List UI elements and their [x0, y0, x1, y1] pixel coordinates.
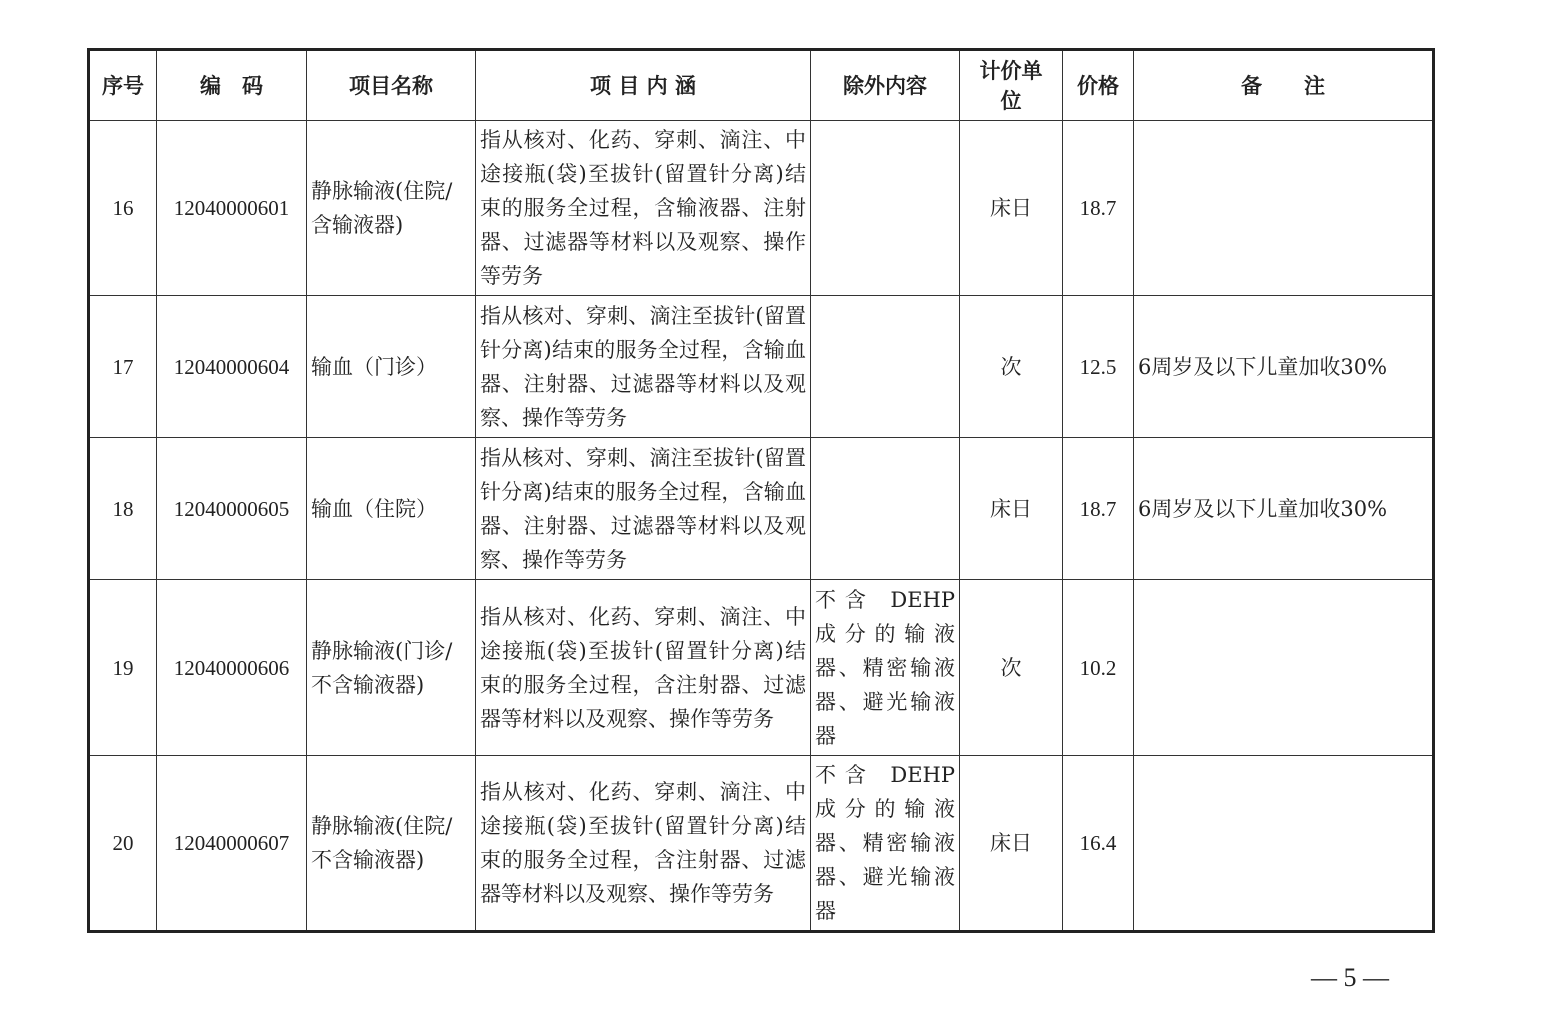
cell-excluded: 不含 DEHP 成分的输液器、精密输液器、避光输液器 — [811, 756, 960, 932]
cell-remark — [1134, 121, 1434, 296]
cell-price: 10.2 — [1063, 580, 1134, 756]
cell-seq: 16 — [89, 121, 157, 296]
cell-price: 18.7 — [1063, 121, 1134, 296]
cell-content: 指从核对、化药、穿刺、滴注、中途接瓶(袋)至拔针(留置针分离)结束的服务全过程，含注射器、过滤器等材料以及观察、操作等劳务 — [476, 580, 811, 756]
table-row — [89, 296, 1434, 438]
cell-excluded — [811, 121, 960, 296]
cell-seq: 17 — [89, 296, 157, 438]
cell-remark: 6周岁及以下儿童加收30% — [1134, 296, 1434, 438]
header-unit: 计价单位 — [960, 50, 1063, 121]
cell-unit: 次 — [960, 296, 1063, 438]
cell-excluded — [811, 438, 960, 580]
cell-code: 12040000606 — [157, 580, 307, 756]
cell-content: 指从核对、穿刺、滴注至拔针(留置针分离)结束的服务全过程，含输血器、注射器、过滤器等材料以及观察、操作等劳务 — [476, 296, 811, 438]
header-seq: 序号 — [89, 50, 157, 121]
cell-seq: 18 — [89, 438, 157, 580]
cell-content: 指从核对、穿刺、滴注至拔针(留置针分离)结束的服务全过程，含输血器、注射器、过滤器等材料以及观察、操作等劳务 — [476, 438, 811, 580]
cell-excluded: 不含 DEHP 成分的输液器、精密输液器、避光输液器 — [811, 580, 960, 756]
cell-name: 静脉输液(住院/不含输液器) — [307, 756, 476, 932]
table-row — [89, 580, 1434, 756]
header-name: 项目名称 — [307, 50, 476, 121]
cell-unit: 床日 — [960, 438, 1063, 580]
cell-code: 12040000607 — [157, 756, 307, 932]
header-remark: 备 注 — [1134, 50, 1434, 121]
cell-remark — [1134, 580, 1434, 756]
cell-excluded — [811, 296, 960, 438]
cell-code: 12040000604 — [157, 296, 307, 438]
cell-price: 12.5 — [1063, 296, 1134, 438]
table-row — [89, 121, 1434, 296]
cell-unit: 床日 — [960, 121, 1063, 296]
cell-name: 静脉输液(住院/含输液器) — [307, 121, 476, 296]
cell-seq: 20 — [89, 756, 157, 932]
cell-code: 12040000605 — [157, 438, 307, 580]
header-code: 编 码 — [157, 50, 307, 121]
cell-unit: 次 — [960, 580, 1063, 756]
cell-name: 静脉输液(门诊/不含输液器) — [307, 580, 476, 756]
cell-name: 输血（住院） — [307, 438, 476, 580]
cell-unit: 床日 — [960, 756, 1063, 932]
cell-remark: 6周岁及以下儿童加收30% — [1134, 438, 1434, 580]
header-excluded: 除外内容 — [811, 50, 960, 121]
page-number: — 5 — — [1311, 963, 1389, 992]
cell-name: 输血（门诊） — [307, 296, 476, 438]
cell-price: 18.7 — [1063, 438, 1134, 580]
cell-content: 指从核对、化药、穿刺、滴注、中途接瓶(袋)至拔针(留置针分离)结束的服务全过程，含输液器、注射器、过滤器等材料以及观察、操作等劳务 — [476, 121, 811, 296]
cell-code: 12040000601 — [157, 121, 307, 296]
header-row — [89, 50, 1434, 121]
table-row — [89, 756, 1434, 932]
cell-content: 指从核对、化药、穿刺、滴注、中途接瓶(袋)至拔针(留置针分离)结束的服务全过程，含注射器、过滤器等材料以及观察、操作等劳务 — [476, 756, 811, 932]
header-price: 价格 — [1063, 50, 1134, 121]
cell-remark — [1134, 756, 1434, 932]
price-table — [87, 48, 1435, 933]
cell-price: 16.4 — [1063, 756, 1134, 932]
cell-seq: 19 — [89, 580, 157, 756]
header-content: 项 目 内 涵 — [476, 50, 811, 121]
table-row — [89, 438, 1434, 580]
